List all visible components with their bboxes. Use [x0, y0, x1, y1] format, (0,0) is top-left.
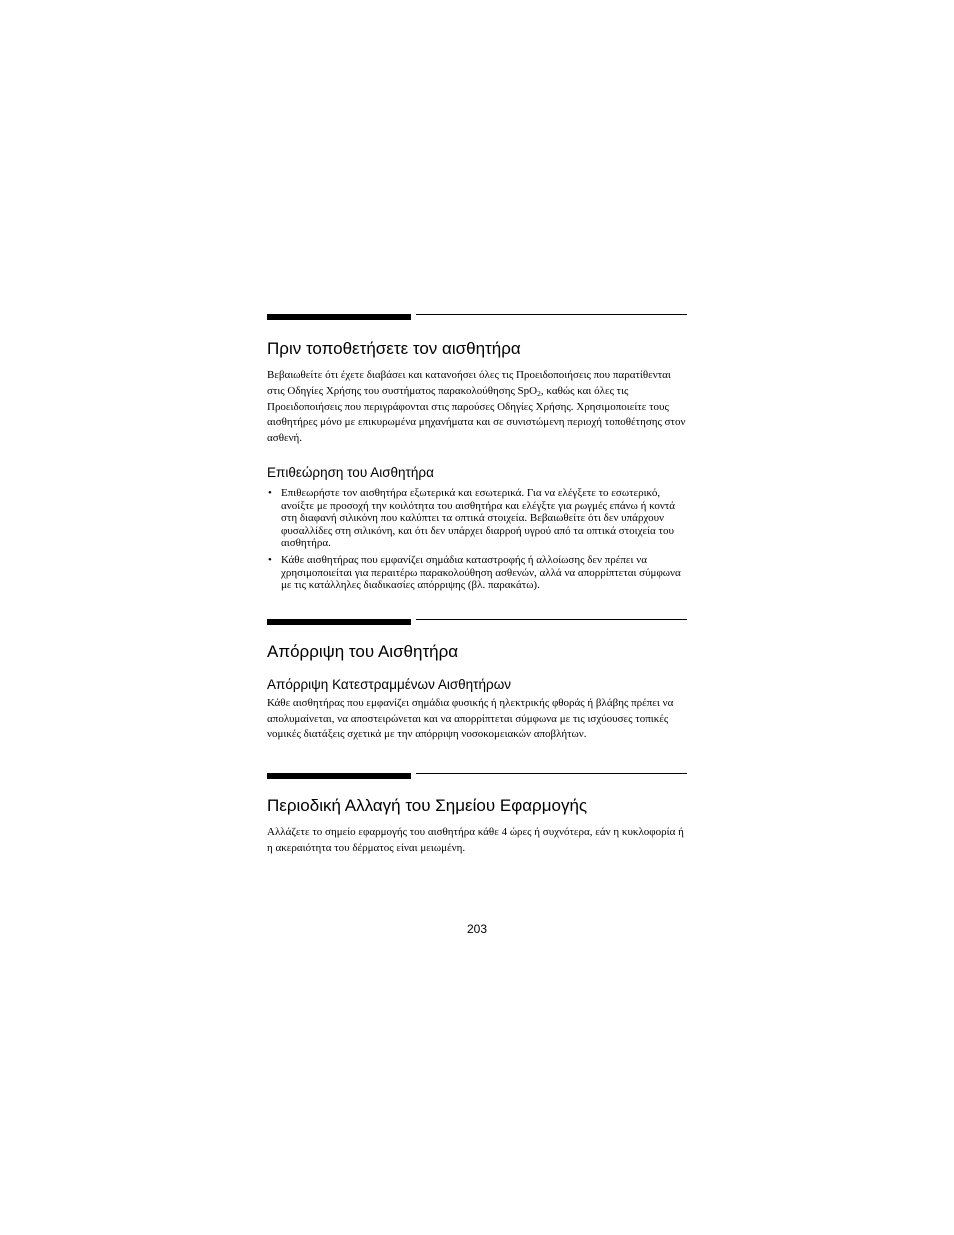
section-divider	[267, 312, 687, 322]
disposal-paragraph: Κάθε αισθητήρας που εμφανίζει σημάδια φυσικής ή ηλεκτρικής φθοράς ή βλάβης πρέπει να απολυμαίνεται, να αποστειρώνεται και να απορρίπτεται σύμφωνα με τις ισχύουσες τοπικές νομικές διατάξεις σχετικά με την απόρριψη νοσοκομειακών αποβλήτων.	[267, 696, 674, 741]
inspection-bullet-list	[267, 487, 687, 592]
section-intro-paragraph	[267, 368, 687, 447]
divider-thick-bar	[267, 773, 411, 779]
page-number: 203	[466, 922, 488, 936]
divider-thin-line	[416, 773, 687, 774]
divider-thin-line	[416, 314, 687, 315]
bullet-item: • Κάθε αισθητήρας που εμφανίζει σημάδια καταστροφής ή αλλοίωσης δεν πρέπει να χρησιμοποιείται για περαιτέρω παρακολούθηση ασθενών, αλλά να απορρίπτεται σύμφωνα με τις κατάλληλες διαδικασίες απόρριψης (βλ. παρακάτω).	[267, 554, 687, 592]
section-title-before-placing-sensor: Πριν τοποθετήσετε τον αισθητήρα	[267, 339, 521, 358]
bullet-item: • Επιθεωρήστε τον αισθητήρα εξωτερικά και εσωτερικά. Για να ελέγξετε το εσωτερικό, ανοίξτε με προσοχή την κοιλότητα του αισθητήρα και ελέγξτε για ρωγμές επάνω ή κοντά στη διαφανή σιλικόνη που καλύπτει τα οπτικά στοιχεία. Βεβαιωθείτε ότι δεν υπάρχουν φυσαλλίδες στη σιλικόνη, και ότι δεν υπάρχει διαρροή υγρού από τα οπτικά στοιχεία του αισθητήρα.	[267, 487, 687, 550]
section-title-sensor-disposal: Απόρριψη του Αισθητήρα	[267, 641, 459, 661]
intro-text-part-2: , καθώς και όλες τις Προειδοποιήσεις που περιγράφονται στις παρούσες Οδηγίες Χρήσης. Χρησιμοποιείτε τους αισθητήρες μόνο με επικυρωμένα μηχανήματα και σε συνιστώμενη περιοχή τοποθέτησης στον ασθενή.	[267, 384, 686, 445]
page-content	[267, 312, 687, 857]
site-rotation-paragraph: Αλλάζετε το σημείο εφαρμογής του αισθητήρα κάθε 4 ώρες ή συχνότερα, εάν η κυκλοφορία ή η ακεραιότητα του δέρματος είναι μειωμένη.	[267, 826, 684, 854]
subheading-damaged-sensor-disposal: Απόρριψη Κατεστραμμένων Αισθητήρων	[267, 676, 511, 692]
section-divider	[267, 617, 687, 627]
section-divider	[267, 771, 687, 781]
divider-thick-bar	[267, 314, 411, 320]
divider-thick-bar	[267, 619, 411, 625]
intro-text-part-1: Βεβαιωθείτε ότι έχετε διαβάσει και κατανοήσει όλες τις Προειδοποιήσεις που παρατίθενται στις Οδηγίες Χρήσης του συστήματος παρακολούθησης SpO	[267, 369, 671, 397]
section-title-site-rotation: Περιοδική Αλλαγή του Σημείου Εφαρμογής	[267, 796, 588, 816]
divider-thin-line	[416, 619, 687, 620]
subheading-sensor-inspection: Επιθεώρηση του Αισθητήρα	[267, 464, 434, 480]
spo2-subscript: 2	[537, 388, 541, 398]
